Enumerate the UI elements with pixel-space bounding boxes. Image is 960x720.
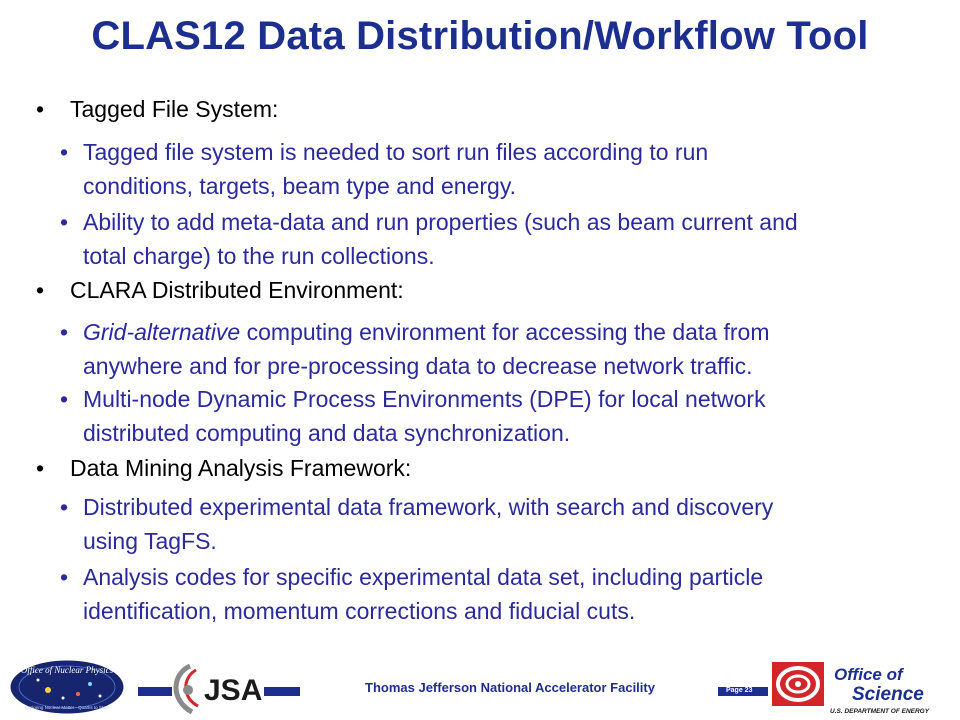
footer-bar — [138, 687, 172, 696]
bullet-text: CLARA Distributed Environment: — [70, 277, 404, 303]
bullet-text: Data Mining Analysis Framework: — [70, 455, 412, 481]
bullet-glyph: • — [36, 455, 45, 481]
logo-right-line2: Science — [852, 684, 924, 705]
slide-footer — [0, 650, 960, 720]
office-of-science-logo — [772, 660, 952, 716]
lab-name: Thomas Jefferson National Accelerator Facility — [365, 680, 655, 695]
bullet-glyph: • — [60, 494, 69, 520]
sub-bullet-text: Analysis codes for specific experimental data set, including particle identification, momentum corrections and fiducial cuts. — [83, 564, 764, 624]
bullet-glyph: • — [60, 564, 69, 590]
nuclear-physics-logo — [8, 658, 126, 716]
jsa-logo — [168, 660, 268, 716]
logo-right-line3: U.S. DEPARTMENT OF ENERGY — [830, 708, 930, 715]
sub-bullet-text — [83, 315, 770, 383]
sub-bullet-text: Distributed experimental data framework, with search and discovery using TagFS. — [83, 494, 774, 554]
sub-bullet-rest: computing environment for accessing the data from anywhere and for pre-processing data to decrease network traffic. — [83, 319, 770, 379]
bullet-glyph: • — [60, 319, 69, 345]
bullet-glyph: • — [60, 139, 69, 165]
slide-title: CLAS12 Data Distribution/Workflow Tool — [91, 14, 869, 58]
bullet-text: Tagged File System: — [70, 96, 279, 122]
logo-left-subtitle: Exploring Nuclear Matter - Quarks to Stars — [24, 705, 110, 710]
sub-bullet-text: Ability to add meta-data and run properties (such as beam current and total charge) to the run collections. — [83, 209, 798, 269]
italic-term: Grid-alternative — [83, 319, 241, 345]
bullet-glyph: • — [36, 277, 45, 303]
sub-bullet-text: Multi-node Dynamic Process Environments (DPE) for local network distributed computing and data synchronization. — [83, 386, 766, 446]
footer-bar — [264, 687, 300, 696]
logo-mid-text: JSA — [204, 674, 263, 707]
sub-bullet-text: Tagged file system is needed to sort run files according to run conditions, targets, beam type and energy. — [83, 139, 709, 199]
bullet-glyph: • — [60, 209, 69, 235]
logo-right-line1: Office of — [834, 665, 903, 684]
logo-left-title: Office of Nuclear Physics — [20, 665, 114, 675]
bullet-glyph: • — [36, 96, 45, 122]
bullet-glyph: • — [60, 386, 69, 412]
page-number: Page 23 — [726, 687, 753, 694]
